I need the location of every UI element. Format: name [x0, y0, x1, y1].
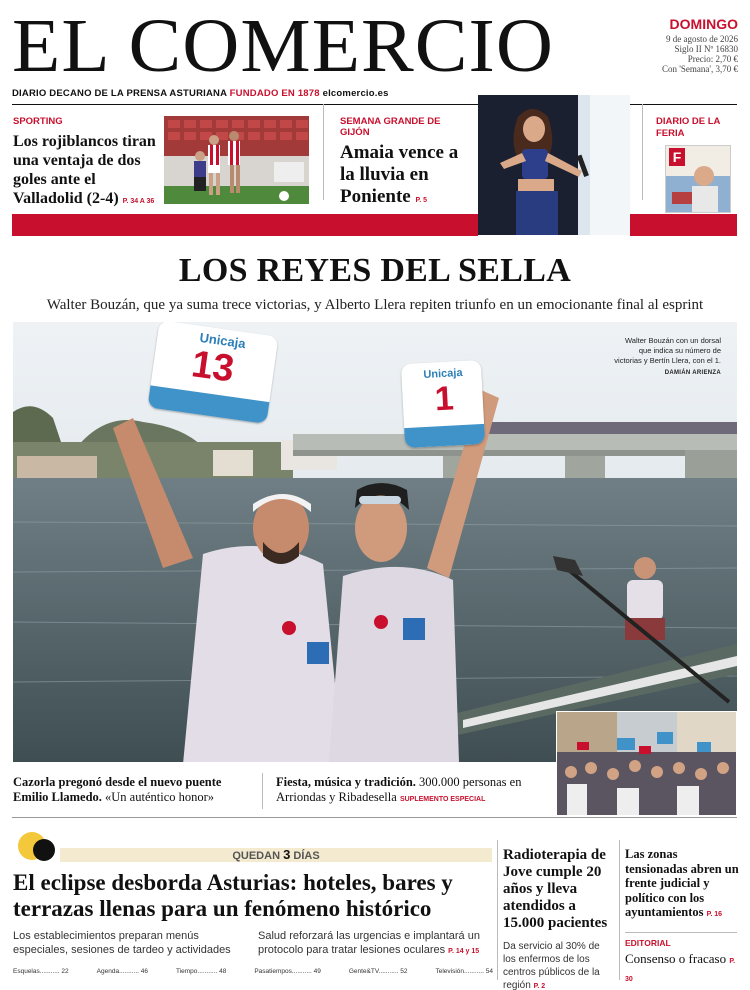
column-divider [619, 840, 620, 980]
bib-brand: Unicaja [198, 329, 247, 352]
jove-story[interactable] [503, 847, 615, 990]
page-index [13, 968, 493, 975]
price: Precio: 2,70 € [687, 54, 738, 64]
eclipse-sub-left: Los establecimientos preparan menús especiales, sesiones de tardeo y actividades [13, 930, 231, 956]
eclipse-sub-right: Salud reforzará las urgencias e implantará un protocolo para tratar lesiones oculares P. 14 y 15 [258, 930, 480, 956]
section-rule [625, 932, 737, 933]
fiesta-story[interactable] [276, 775, 548, 807]
jove-headline: Radioterapia de Jove cumple 20 años y lleva atendidos a 15.000 pacientes [503, 847, 608, 931]
section-band [630, 214, 737, 236]
price-weekly: Con 'Semana', 3,70 € [662, 64, 738, 74]
page-ref: P. 2 [533, 983, 546, 990]
pregon-story[interactable] [13, 775, 253, 805]
eclipse-headline[interactable]: El eclipse desborda Asturias: hoteles, bares y terrazas llenas para un fenómeno histórico [13, 870, 453, 921]
website-link[interactable]: elcomercio.es [322, 88, 389, 99]
lead-photo[interactable] [13, 322, 737, 762]
teaser-sporting[interactable] [13, 116, 158, 211]
editorial-text: Consenso o fracaso P. 30 [625, 951, 736, 983]
lead-headline[interactable]: LOS REYES DEL SELLA [178, 252, 572, 289]
section-band [12, 214, 478, 236]
founded: FUNDADO EN 1878 [229, 88, 320, 99]
masthead-title[interactable]: EL COMERCIO [12, 4, 555, 88]
page-ref: P. 34 A 36 [122, 198, 155, 205]
teaser-label: DIARIO DE LA FERIA [656, 116, 721, 139]
bib-number: 1 [433, 379, 455, 419]
bib-wave [404, 424, 485, 448]
column-divider [497, 840, 498, 980]
index-item[interactable]: Agenda........... 46 [96, 968, 148, 975]
countdown: QUEDAN 3 DÍAS [232, 847, 320, 862]
date-block [662, 16, 738, 74]
feria-cover[interactable] [665, 145, 731, 213]
date: 9 de agosto de 2026 [666, 34, 738, 44]
supplement-ref: SUPLEMENTO ESPECIAL [399, 796, 486, 803]
page-ref: P. 30 [625, 958, 736, 983]
teaser-divider [642, 104, 643, 200]
page-ref: P. 5 [415, 197, 428, 204]
fiesta-text: 300.000 personas en Arriondas y Ribadesella [276, 775, 522, 804]
teaser-headline: Los rojiblancos tiran una ventaja de dos goles ante el Valladolid (2-4) P. 34 A 36 [13, 133, 156, 207]
photo-caption: Walter Bouzán con un dorsal que indica su número de victorias y Bertín Llera, con el 1. DAMIÁN ARIENZA [611, 336, 721, 378]
photo-credit: DAMIÁN ARIENZA [664, 370, 721, 376]
bib-13 [147, 322, 278, 424]
weekday: DOMINGO [669, 16, 738, 32]
bib-1 [401, 360, 485, 448]
eclipse-icon [16, 830, 56, 864]
bib-brand: Unicaja [423, 366, 463, 381]
tagline-text: DIARIO DECANO DE LA PRENSA ASTURIANA [12, 88, 227, 99]
lead-deck: Walter Bouzán, que ya suma trece victorias, y Alberto Llera repiten triunfo en un emocionante final al esprint [46, 297, 704, 313]
zonas-headline: Las zonas tensionadas abren un frente judicial y político con los ayuntamientos P. 16 [625, 847, 739, 919]
page-ref: P. 16 [706, 911, 723, 918]
fiesta-headline: Fiesta, música y tradición. [276, 775, 416, 789]
issue-number: Siglo II Nº 16830 [674, 44, 738, 54]
editorial[interactable] [625, 938, 739, 987]
zonas-story[interactable] [625, 847, 739, 923]
pregon-headline: Cazorla pregonó desde el nuevo puente Emilio Llamedo. [13, 775, 222, 804]
index-item[interactable]: Pasatiempos........... 49 [254, 968, 321, 975]
column-divider [262, 773, 263, 809]
countdown-number: 3 [283, 847, 291, 862]
tagline [12, 88, 389, 99]
crowd-inset-photo[interactable] [556, 711, 737, 816]
teaser-label: SEMANA GRANDE DE GIJÓN [340, 116, 441, 138]
teaser-feria[interactable] [656, 116, 738, 140]
bib-number: 13 [188, 343, 237, 391]
teaser-label: SPORTING [13, 116, 63, 127]
index-item[interactable]: Gente&TV........... 52 [348, 968, 408, 975]
page-ref: P. 14 y 15 [448, 948, 480, 955]
teaser-divider [323, 104, 324, 200]
feria-badge: F [669, 148, 685, 166]
pregon-quote: «Un auténtico honor» [101, 790, 215, 804]
section-rule [12, 817, 737, 818]
teaser-headline: Amaia vence a la lluvia en Poniente P. 5 [340, 142, 459, 207]
lead-photo-illustration [13, 322, 737, 762]
sporting-photo[interactable] [164, 116, 309, 204]
teaser-amaia[interactable] [340, 116, 470, 212]
editorial-label: EDITORIAL [625, 938, 671, 948]
index-item[interactable]: Esquelas........... 22 [13, 968, 69, 975]
index-item[interactable]: Televisión........... 54 [435, 968, 493, 975]
index-item[interactable]: Tiempo........... 48 [175, 968, 227, 975]
jove-sub: Da servicio al 30% de los enfermos de los centros públicos de la región P. 2 [503, 941, 600, 990]
amaia-photo[interactable] [478, 95, 630, 235]
